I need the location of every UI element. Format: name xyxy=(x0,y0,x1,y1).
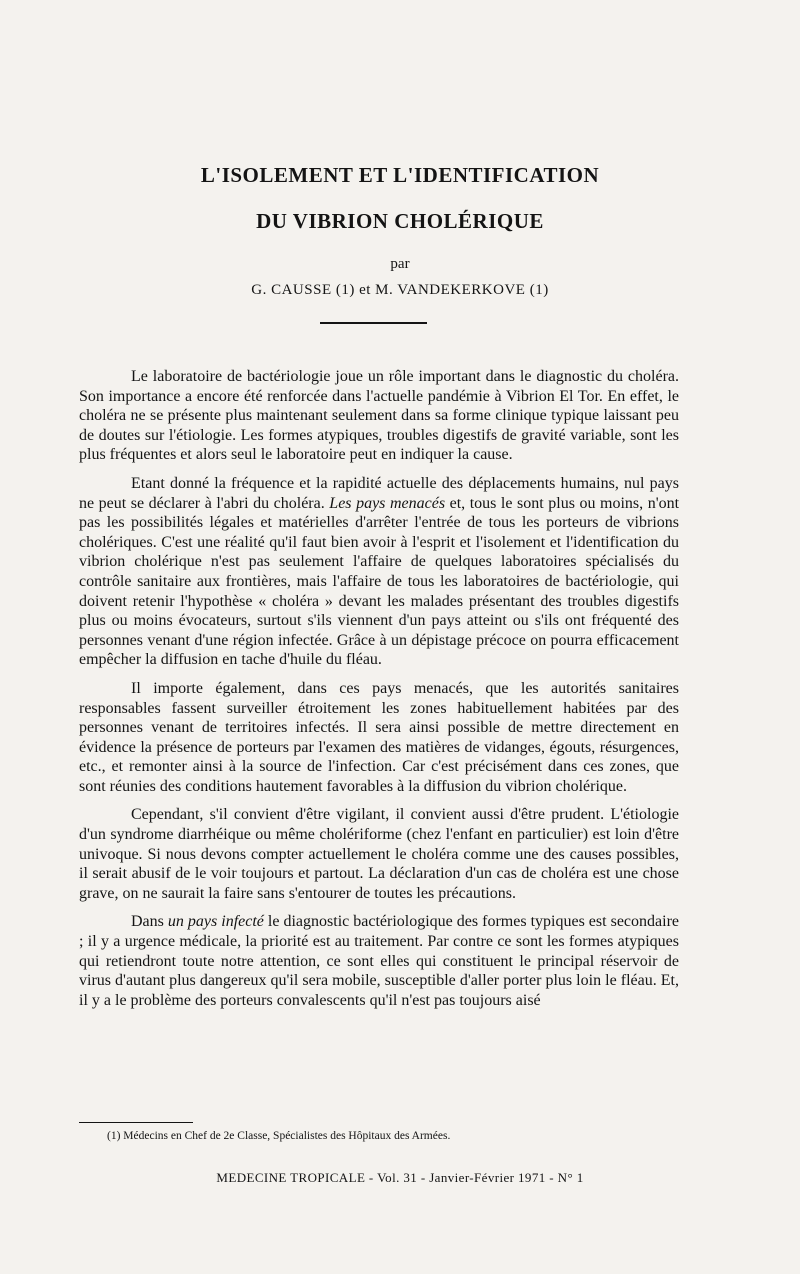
footnote-divider xyxy=(79,1122,193,1123)
footnote: (1) Médecins en Chef de 2e Classe, Spécialistes des Hôpitaux des Armées. xyxy=(107,1130,451,1142)
paragraph-2-text-a: Etant donné la fréquence et la rapidité actuelle des déplacements humains, nul pays ne peut se déclarer à l'abri du choléra. xyxy=(79,474,679,512)
article-title-line-2: DU VIBRION CHOLÉRIQUE xyxy=(256,209,544,233)
byline-par: par xyxy=(390,256,410,272)
paragraph-4: Cependant, s'il convient d'être vigilant, il convient aussi d'être prudent. L'étiologie d'un syndrome diarrhéique ou même cholériforme (chez l'enfant en particulier) est loin d'être univoque. Si nous devons compter actuellement le choléra comme une des causes possibles, il serait abusif de le voir toujours et partout. La déclaration d'un cas de choléra est une chose grave, on ne saurait la faire sans s'entourer de toutes les précautions. xyxy=(79,806,679,902)
title-divider xyxy=(320,322,427,324)
paragraph-5-text-a: Dans xyxy=(131,913,164,931)
paragraph-5-text-b: le diagnostic bactériologique des formes typiques est secondaire ; il y a urgence médicale, la priorité est au traitement. Par contre ce sont les formes atypiques qui retiendront toute notre attention, ce sont elles qui constituent le principal réservoir de virus d'autant plus dangereux qu'il sera mobile, susceptible d'aller porter plus loin le fléau. Et, il y a le problème des porteurs convalescents qu'il n'est pas toujours aisé xyxy=(79,913,680,1009)
paragraph-1: Le laboratoire de bactériologie joue un rôle important dans le diagnostic du choléra. Son importance a encore été renforcée dans l'actuelle pandémie à Vibrion El Tor. En effet, le choléra ne se présente plus maintenant seulement dans sa forme clinique typique laissant peu de doutes sur l'étiologie. Les formes atypiques, troubles digestifs de gravité variable, sont les plus fréquentes et alors seul le laboratoire peut en indiquer la cause. xyxy=(79,368,679,464)
paragraph-3: Il importe également, dans ces pays menacés, que les autorités sanitaires responsables fassent surveiller étroitement les zones habituellement habitées par des personnes venant de territoires infectés. Il sera ainsi possible de mettre directement en évidence la présence de porteurs par l'examen des matières de vidanges, égouts, résurgences, etc., et remonter ainsi à la source de l'infection. Car c'est précisément dans ces zones, que sont réunies des conditions hautement favorables à la diffusion du vibrion cholérique. xyxy=(79,679,679,795)
authors: G. CAUSSE (1) et M. VANDEKERKOVE (1) xyxy=(251,282,549,298)
article-title-line-1: L'ISOLEMENT ET L'IDENTIFICATION xyxy=(200,163,600,187)
paragraph-2 xyxy=(79,474,679,670)
paragraph-2-italic: Les pays menacés xyxy=(329,494,446,512)
paragraph-5-italic: un pays infecté xyxy=(167,913,264,931)
journal-footer: MEDECINE TROPICALE - Vol. 31 - Janvier-Février 1971 - N° 1 xyxy=(216,1170,584,1185)
article-body xyxy=(79,367,679,1019)
paragraph-2-text-b: et, tous le sont plus ou moins, n'ont pas les possibilités légales et matérielles d'arrêter l'entrée de tous les porteurs de vibrions cholériques. C'est une réalité qu'il faut bien avoir à l'esprit et l'isolement et l'identification du vibrion cholérique n'est pas seulement l'affaire de quelques laboratoires spécialisés du contrôle sanitaire aux frontières, mais l'affaire de tous les laboratoires de bactériologie, qui doivent retenir l'hypothèse « choléra » devant les malades présentant des troubles digestifs plus ou moins évocateurs, surtout s'ils viennent d'un pays atteint ou s'ils ont fréquenté des personnes venant d'une région infectée. Grâce à un dépistage précoce on pourra efficacement empêcher la diffusion en tache d'huile du fléau. xyxy=(79,494,680,669)
paragraph-5 xyxy=(79,912,679,1010)
